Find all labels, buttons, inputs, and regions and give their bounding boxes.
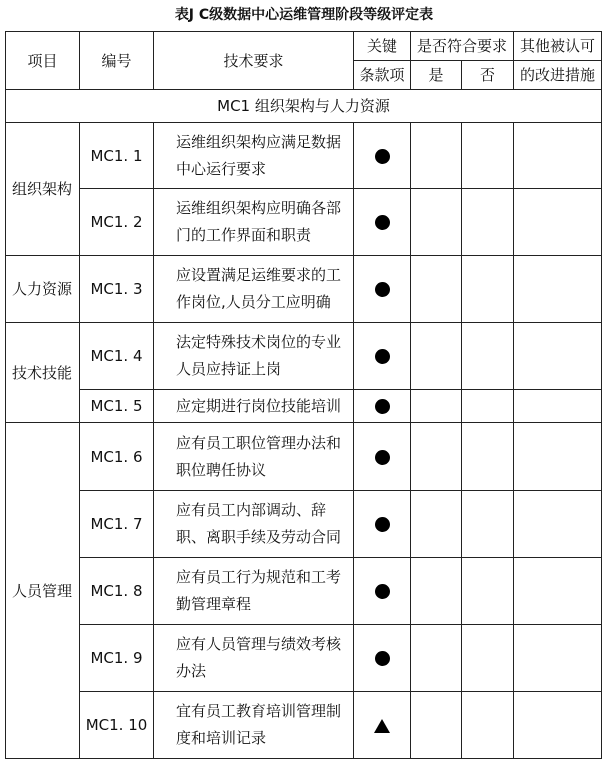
row-key-mark	[354, 558, 411, 625]
table-row	[6, 390, 602, 423]
header-other-line1: 其他被认可	[514, 32, 602, 61]
key-clause-circle-icon	[375, 282, 390, 297]
row-other-cell	[514, 390, 602, 423]
table-row	[6, 123, 602, 189]
row-code: MC1. 4	[80, 323, 154, 390]
general-clause-triangle-icon	[374, 719, 390, 733]
row-yes-cell	[411, 692, 462, 759]
key-clause-circle-icon	[375, 215, 390, 230]
table-row	[6, 558, 602, 625]
row-requirement: 应定期进行岗位技能培训	[154, 390, 354, 423]
row-no-cell	[462, 692, 514, 759]
row-requirement: 应有员工行为规范和工考勤管理章程	[154, 558, 354, 625]
row-no-cell	[462, 390, 514, 423]
row-requirement: 应有员工内部调动、辞职、离职手续及劳动合同	[154, 491, 354, 558]
row-yes-cell	[411, 491, 462, 558]
row-no-cell	[462, 323, 514, 390]
row-code: MC1. 2	[80, 189, 154, 256]
row-yes-cell	[411, 390, 462, 423]
header-yes: 是	[411, 61, 462, 90]
row-requirement: 运维组织架构应明确各部门的工作界面和职责	[154, 189, 354, 256]
row-code: MC1. 7	[80, 491, 154, 558]
row-other-cell	[514, 423, 602, 491]
header-conform: 是否符合要求	[411, 32, 514, 61]
key-clause-circle-icon	[375, 651, 390, 666]
row-other-cell	[514, 123, 602, 189]
header-other-line2: 的改进措施	[514, 61, 602, 90]
row-key-mark	[354, 625, 411, 692]
row-other-cell	[514, 256, 602, 323]
row-yes-cell	[411, 558, 462, 625]
row-code: MC1. 1	[80, 123, 154, 189]
row-code: MC1. 8	[80, 558, 154, 625]
row-key-mark	[354, 390, 411, 423]
table-row	[6, 189, 602, 256]
row-yes-cell	[411, 323, 462, 390]
key-clause-circle-icon	[375, 349, 390, 364]
row-requirement: 运维组织架构应满足数据中心运行要求	[154, 123, 354, 189]
row-yes-cell	[411, 256, 462, 323]
row-no-cell	[462, 256, 514, 323]
row-key-mark	[354, 256, 411, 323]
key-clause-circle-icon	[375, 584, 390, 599]
row-code: MC1. 5	[80, 390, 154, 423]
section-heading: MC1 组织架构与人力资源	[6, 90, 602, 123]
row-other-cell	[514, 323, 602, 390]
key-clause-circle-icon	[375, 149, 390, 164]
row-requirement: 应设置满足运维要求的工作岗位,人员分工应明确	[154, 256, 354, 323]
row-key-mark	[354, 323, 411, 390]
row-requirement: 应有员工职位管理办法和职位聘任协议	[154, 423, 354, 491]
row-other-cell	[514, 692, 602, 759]
row-other-cell	[514, 189, 602, 256]
row-requirement: 法定特殊技术岗位的专业人员应持证上岗	[154, 323, 354, 390]
row-yes-cell	[411, 189, 462, 256]
row-key-mark	[354, 692, 411, 759]
table-title: 表J C级数据中心运维管理阶段等级评定表	[174, 7, 434, 23]
category-staff: 人员管理	[6, 423, 80, 759]
row-requirement: 应有人员管理与绩效考核办法	[154, 625, 354, 692]
table-row	[6, 256, 602, 323]
row-yes-cell	[411, 423, 462, 491]
row-key-mark	[354, 423, 411, 491]
header-tech: 技术要求	[154, 32, 354, 90]
row-key-mark	[354, 123, 411, 189]
row-code: MC1. 6	[80, 423, 154, 491]
row-yes-cell	[411, 123, 462, 189]
table-row	[6, 423, 602, 491]
row-no-cell	[462, 423, 514, 491]
header-key-line1: 关键	[354, 32, 411, 61]
header-key-line2: 条款项	[354, 61, 411, 90]
header-no: 否	[462, 61, 514, 90]
grading-table	[5, 31, 602, 759]
row-no-cell	[462, 189, 514, 256]
row-no-cell	[462, 123, 514, 189]
table-row	[6, 323, 602, 390]
row-code: MC1. 10	[80, 692, 154, 759]
table-row	[6, 491, 602, 558]
row-no-cell	[462, 625, 514, 692]
row-other-cell	[514, 558, 602, 625]
row-other-cell	[514, 625, 602, 692]
category-skill: 技术技能	[6, 323, 80, 423]
key-clause-circle-icon	[375, 517, 390, 532]
row-requirement: 宜有员工教育培训管理制度和培训记录	[154, 692, 354, 759]
row-no-cell	[462, 558, 514, 625]
row-other-cell	[514, 491, 602, 558]
row-yes-cell	[411, 625, 462, 692]
row-code: MC1. 3	[80, 256, 154, 323]
key-clause-circle-icon	[375, 399, 390, 414]
table-row	[6, 625, 602, 692]
category-hr: 人力资源	[6, 256, 80, 323]
row-no-cell	[462, 491, 514, 558]
header-code: 编号	[80, 32, 154, 90]
key-clause-circle-icon	[375, 450, 390, 465]
row-code: MC1. 9	[80, 625, 154, 692]
table-row	[6, 692, 602, 759]
category-org: 组织架构	[6, 123, 80, 256]
row-key-mark	[354, 491, 411, 558]
row-key-mark	[354, 189, 411, 256]
header-item: 项目	[6, 32, 80, 90]
